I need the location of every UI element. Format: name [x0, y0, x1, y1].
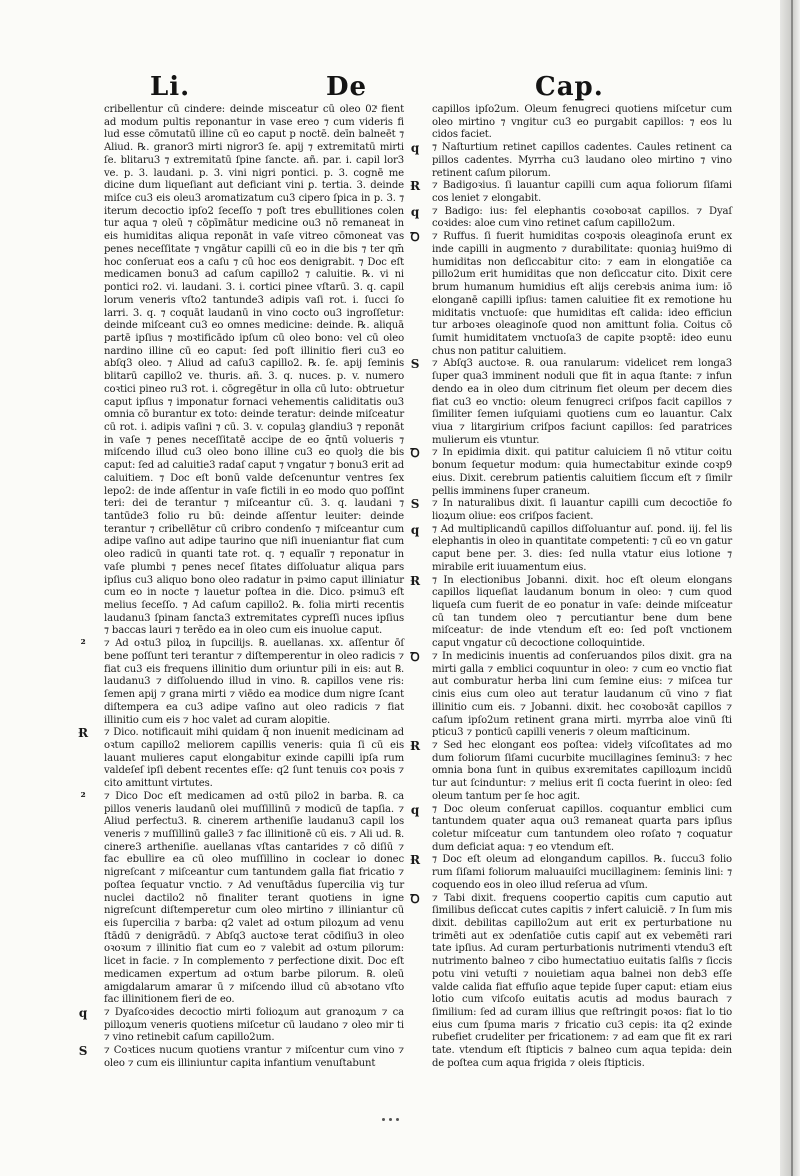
margin-marker: ²	[80, 789, 86, 804]
margin-marker: S	[410, 497, 420, 512]
paragraph-text: ⁊ Tabi dixit. frequens coopertio capitis cum caputio aut ſimilibus deſiccat cutes capitis ⁊ infert caluiciē. ⁊ In ſum mis dixit. debilitas capillo2um aut erit ex perturbatione nu trimēti aut ex ɔdenſatiōe cutis capiſ aut ex vebemēti rari tate ipſius. Ad curam perturbationis nutrimenti vtendu3 eſt nutrimento balneo ⁊ cibo humectatiuo euitatis ſalſis ⁊ ſiccis potu vini vetuſti ⁊ nouietiam aqua balnei non deb3 eſſe valde calida fiat effuſio aque tepide ſuper caput: etiam eius lotio cum viſcoſo euitatis acutis ad modus baurach ⁊ ſimilium: ſed ad curam illius que reſtringit poꝛos: fiat lo tio eius cum ſpuma maris ⁊ fricatio cu3 cepis: ita q2 exinde rubefiet crudeliter per fricationem: ⁊ ad eam que fit ex rari tate. vtendum eſt ſtipticis ⁊ balneo cum aqua tepida: dein de poſtea cum aqua frigida ⁊ oleis ſtipticis.	[432, 892, 732, 1069]
paragraph	[410, 573, 732, 651]
paragraph	[410, 738, 732, 804]
margin-marker: Ɍ	[410, 179, 420, 194]
paragraph-text: ⁊ Ruffus. ſi fuerit humiditas coꝛpoꝛis oleaginoſa erunt ex inde capilli in augmento ⁊ durabilitate: quoniaꝫ hui9mo di humiditas non deſiccabitur cito: ⁊ eam in elongatiōe ca pillo2um erit humiditas que non deſiccatur cito. Dixit cere brum humanum humidius eſt alijs cerebꝛis anima ium: iō elonganē capilli ipſius: tamen caluitiee fit ex remotione hu miditatis vnctuoſe: que humiditas eſt calida: ideo efficiun tur arboꝛes oleaginoſe quod non amittunt folia. Coitus cō ſumit humiditatem vnctuoſa3 de capite pꝛoptē: ideo eunu chus non patitur caluitiem.	[432, 231, 732, 357]
margin-marker: Ɍ	[78, 726, 88, 741]
paragraph-text: ⁊ In electionibus Jobanni. dixit. hoc eſt oleum elongans capillos liqueſiat laudanum bonum in oleo: ⁊ cum quod liqueſa cum fuerit de eo ponatur in vaſe: deinde miſceatur cū tan tundem oleo ⁊ percutiantur bene dum bene miſceatur: de inde vtendum eſt eo: ſed poſt vnctionem caput vngatur cū decoctione colloquintide.	[432, 574, 732, 650]
margin-marker: S	[410, 357, 420, 372]
paragraph-text: ⁊ Dico Doc eſt medicamen ad oꝛtū pilo2 in barba. ℞. ca pillos veneris laudanū olei muſſillinū ⁊ modicū de tapſia. ⁊ Aliud perfectu3. ℞. cinerem artheniſie laudanu3 capil los veneris ⁊ muſſillinū galle3 ⁊ fac illinitionē cū eis. ⁊ Ali ud. ℞. cinere3 artheniſie. auellanas vſtas cantarides ⁊ cō diſiū ⁊ fac ebullire ea cū oleo muſſillino in coclear io donec nigreſcant ⁊ miſceantur cum tantundem galla fiat fricatio ⁊ poſtea ſequatur vnctio. ⁊ Ad venuſtādus ſupercilia viꝫ tur nuclei dactilo2 nō finaliter terant quotiens in igne nigreſcunt diſtemperetur cum oleo mirtino ⁊ illiniantur cū eis ſupercilia ⁊ barba: q2 valet ad oꝛtum piloꝝum ad venu ſtādū ⁊ denigrādū. ⁊ Abſq3 auctoꝛe terat cōdiſiu3 in oleo oꝛoꝛum ⁊ illinitio fiat cum eo ⁊ valebit ad oꝛtum pilorum: licet in facie. ⁊ In complemento ⁊ perfectione dixit. Doc eſt medicamen expertum ad oꝛtum barbe pilorum. ℞. oleū amigdalarum amarar ū ⁊ miſcendo illud cū abꝛotano vſto fac illinitionem fieri de eo.	[104, 790, 404, 1006]
header-book-number: Li.	[150, 72, 191, 102]
margin-marker: Ꝺ	[410, 891, 420, 906]
margin-marker: Ɍ	[410, 573, 420, 588]
paragraph	[78, 1006, 404, 1045]
paragraph-text: ⁊ In naturalibus dixit. ſi lauantur capilli cum decoctiōe fo lioꝝum oliue: eos criſpos facient.	[432, 498, 732, 522]
margin-marker: S	[78, 1044, 88, 1059]
margin-marker: Ɍ	[410, 738, 420, 753]
margin-marker: q	[78, 1006, 88, 1021]
margin-marker: q	[410, 802, 420, 817]
paragraph	[80, 637, 404, 727]
paragraph	[410, 357, 732, 447]
paragraph	[410, 446, 732, 498]
paragraph-text: ⁊ Abſq3 auctoꝛe. ℞. oua ranularum: videlicet rem longa3 ſuper qua3 imminent noduli que fit in aqua ſtante: ⁊ infun dendo ea in oleo dum citrinum fiet oleum per decem dies fiat cu3 eo vnctio: oleum fenugreci criſpos facit capillos ⁊ ſimiliter ſemen iuſquiami quotiens cum eo lauantur. Calx viua ⁊ litargirium criſpos faciunt capillos: ſed paratrices mulierum eis vtuntur.	[432, 358, 732, 446]
paragraph	[410, 891, 732, 1071]
margin-marker: Ꝺ	[410, 446, 420, 461]
margin-marker: q	[410, 204, 420, 219]
paragraph-text: ⁊ Coꝛtices nucum quotiens vrantur ⁊ miſcentur cum vino ⁊ oleo ⁊ cum eis illiniuntur capita infantium venuſtabunt	[104, 1045, 404, 1069]
page-edge-binding	[780, 0, 800, 1176]
paragraph	[410, 853, 732, 892]
paragraph	[410, 179, 732, 205]
paragraph	[432, 104, 732, 142]
margin-marker: ²	[80, 637, 86, 652]
margin-marker: Ꝺ	[410, 649, 420, 664]
paragraph-text: capillos ipſo2um. Oleum fenugreci quotiens miſcetur cum oleo mirtino ⁊ vngitur cu3 eo purgabit capillos: ⁊ eos lu cidos faciet.	[432, 104, 732, 141]
paragraph	[410, 522, 732, 575]
paragraph-text: ⁊ Doc oleum conſeruat capillos. coquantur emblici cum tantundem quater aqua ou3 remaneat quarta pars ipſius coletur miſceatur cum tantundem oleo roſato ⁊ coquatur dum deficiat aqua: ⁊ eo vtendum eſt.	[432, 803, 732, 853]
margin-marker: Ɍ	[410, 853, 420, 868]
right-text-column	[410, 104, 732, 1071]
paragraph-text: ⁊ In epidimia dixit. qui patitur caluiciem ſi nō vtitur coitu bonum ſequetur modum: quia humectabitur exinde coꝛp9 eius. Dixit. cerebrum patientis caluitiem ſiccum eſt ⁊ ſimilr pellis imminens ſuper craneum.	[432, 447, 732, 497]
paragraph-text: ⁊ Badigoꝛius. ſi lauantur capilli cum aqua foliorum ſiſami cos leniet ⁊ elongabit.	[432, 180, 732, 205]
margin-marker: Ꝺ	[410, 230, 420, 245]
paragraph	[410, 230, 732, 358]
paragraph-text: ⁊ In medicinis inuentis ad conſeruandos pilos dixit. gra na mirti galla ⁊ emblici coquuntur in oleo: ⁊ cum eo vnctio fiat aut comburatur herba lini cum ſemine eius: ⁊ miſcea tur cinis eius cum oleo aut teratur laudanum cū vino ⁊ fiat illinitio cum eis. ⁊ Jobanni. dixit. hec coꝛoboꝛāt capillos ⁊ caſum ipſo2um retinent grana mirti. myrrba aloe vinū ſti pticu3 ⁊ ponticū capilli veneris ⁊ oleum maſticinum.	[432, 650, 732, 739]
paragraph	[410, 802, 732, 855]
header-chapter: Cap.	[535, 72, 604, 102]
paragraph-text: ⁊ Doc eſt oleum ad elongandum capillos. ℞. ſuccu3 folio rum ſiſami foliorum maluauiſci mucillaginem: ſeminis lini: ⁊ coquendo eos in oleo illud reſerua ad vſum.	[432, 854, 732, 891]
paragraph	[410, 204, 732, 231]
paragraph-text: ⁊ Sed hec elongant eos poſtea: videlȝ viſcoſitates ad mo dum foliorum ſiſami cucurbite mucillagines ſeminu3: ⁊ hec omnia bona ſunt in quibus exꝛremitates capilloꝝum incidū tur aut ſcinduntur: ⁊ melius erit ſi cocta fuerint in oleo: ſed oleum tantum per ſe hoc agit.	[432, 739, 732, 802]
paragraph	[78, 726, 404, 791]
left-text-column	[78, 104, 404, 1071]
paragraph-text: ⁊ Naſturtium retinet capillos cadentes. Caules retinent ca pillos cadentes. Myrrha cu3 laudano oleo mirtino ⁊ vino retinent caſum pilorum.	[432, 142, 732, 179]
signature-mark	[380, 1106, 420, 1116]
margin-marker: q	[410, 141, 420, 156]
paragraph	[410, 649, 732, 740]
margin-marker: q	[410, 522, 420, 537]
paragraph-text: ⁊ Ad multiplicandū capillos diſſoluantur auſ. pond. iij. fel lis elephantis in oleo in quantitate competenti: ⁊ cū eo vn gatur caput bene per. 3. dies: ſed nulla vtatur eius lotione ⁊ mirabile erit iuuamentum eius.	[432, 523, 732, 573]
paragraph	[104, 104, 404, 638]
paragraph-text: ⁊ Dico. notificauit mihi quidam q̄ non inuenit medicinam ad oꝛtum capillo2 meliorem capillis veneris: quia ſi cū eis lauant mulieres caput elongabitur exinde capilli ipſa rum valdeſeſ ipſi debent recentes eſſe: q2 ſunt tenuis coꝛ poꝛis ⁊ cito amittunt virtutes.	[104, 727, 404, 790]
paragraph	[80, 789, 404, 1007]
paragraph	[410, 497, 732, 523]
header-title: De	[326, 72, 368, 102]
paragraph-text: cribellentur cū cindere: deinde misceatur cū oleo 02ͭ fient ad modum pultis reponantur in vase ereo ⁊ cum videris fi lud esse cōmutatū illine cū eo caput p noctē. deīn balneēt ⁊ Aliud. ℞. granor3 mirti nigror3 ſe. apij ⁊ extremitatū mirti ſe. blitaru3 ⁊ extremitatū ſpine ſancte. añ. par. i. capil lor3 ve. p. 3. laudani. p. 3. vini nigri pontici. p. 3. cognē me dicine dum liqueſiant aut deficiant vini ꝑ. tertia. 3. deinde miſce cu3 eis oleu3 aromatizatum cu3 cipero ſpica in p. 3. ⁊ iterum decoctio ipſo2 ſeceſſo ⁊ poſt tres ebullitiones colen tur aqua ⁊ oleū ⁊ cōpīmātur medicine ou3 nō remaneat in eis humiditas aliqua reponāt in vaſe vitreo cōmoneat vas penes neceſſitate ⁊ vngātur capilli cū eo in die bis ⁊ ter qm̄ hoc conſeruat eos a caſu ⁊ cū hoc eos denigrabit. ⁊ Doc eſt medicamen bonu3 ad caſum capillo2 ⁊ caluitie. ℞. vi ni pontici ro2. vi. laudani. 3. i. cortici pinee vſtarū. 3. q. capil lorum veneris vſto2 tantunde3 adipis vaſi rot. i. ſucci ſo larri. 3. q. ⁊ coquāt laudanū in vino cocto ou3 ingroſſetur: deinde miſceant cu3 eo omnes medicine: deinde. ℞. aliquā partē ipſius ⁊ moꝛtificādo ipſum cū oleo bono: vel cū oleo nardino illine cū eo caput: ſed poſt illinitio fieri cu3 eo abſq3 oleo. ⁊ Aliud ad caſu3 capillo2. ℞. ſe. apij ſeminis blitarū capillo2 ve. thuris. añ. 3. q. nuces. p. v. numero coꝛtici pineo ru3 rot. i. cōgregētur in olla cū luto: obtruetur caput ipſius ⁊ imponatur fornaci vehementis caliditatis ou3 omnia cō burantur ex toto: deinde teratur: deinde miſceatur cū rot. i. adipis vaſini ⁊ cū. 3. v. copulaꝫ glandiu3 ⁊ reponāt in vaſe ⁊ penes neceſſitatē accipe de eo q̄ntū volueris ⁊ miſcendo illud cu3 oleo bono illine cu3 eo quolȝ die bis caput: ſed ad caluitie3 radaſ caput ⁊ vngatur ⁊ bonu3 erit ad caluitiem. ⁊ Doc eſt bonū valde deſcenuntur ventres ſex lepo2: de inde aſſentur in vaſe fictili in eo modo quo poſſint teri: dei de terantur ⁊ miſceantur cū. 3. q. laudani ⁊ tantūde3 folio ru bū: deinde aſſentur leuiter: deinde terantur ⁊ cribellētur cū cribro condenſo ⁊ miſceantur cum adipe vaſino aut adipe taurino que niſi inueniantur fiat cum oleo radicū in quanti tate rot. q. ⁊ equalīr ⁊ reponatur in vaſe plumbi ⁊ penes neceſ ſitates diſſoluatur aliqua pars ipſius cu3 aliquo bono oleo radatur in pꝛimo caput illiniatur cum eo in nocte ⁊ lauetur poſtea in die. Dico. pꝛimu3 eſt melius ſeceſſo. ⁊ Ad caſum capillo2. ℞. folia mirti recentis laudanu3 ſpinam ſancta3 extremitates cypreſſi nuces ipſius ⁊ baccas lauri ⁊ terēdo ea in oleo cum eis inuolue caput.	[104, 104, 404, 637]
paragraph-text: ⁊ Dyaſcoꝛides decoctio mirti folioꝝum aut granoꝝum ⁊ ca pilloꝝum veneris quotiens miſcetur cū laudano ⁊ oleo mir ti ⁊ vino retinebit caſum capillo2um.	[104, 1007, 404, 1044]
paragraph-text: ⁊ Badigo: ius: fel elephantis coꝛoboꝛat capillos. ⁊ Dyaſ coꝛides: aloe cum vino retinet caſum capillo2um.	[432, 205, 732, 230]
paragraph	[410, 141, 732, 180]
paragraph	[78, 1044, 404, 1070]
paragraph-text: ⁊ Ad oꝛtu3 piloꝝ in ſupcilijs. ℞. auellanas. xx. aſſentur ōſ bene poſſunt teri terantur ⁊ diſtemperentur in oleo radicis ⁊ fiat cu3 eis frequens illinitio dum oriuntur pili in eis: aut ℞. laudanu3 ⁊ diſſoluendo illud in vino. ℞. capillos vene ris: ſemen apij ⁊ grana mirti ⁊ viēdo ea modice dum nigre ſcant diſtempera ea cu3 adipe vaſino aut oleo radicis ⁊ fiat illinitio cum eis ⁊ hoc valet ad curam alopitie.	[104, 638, 404, 726]
